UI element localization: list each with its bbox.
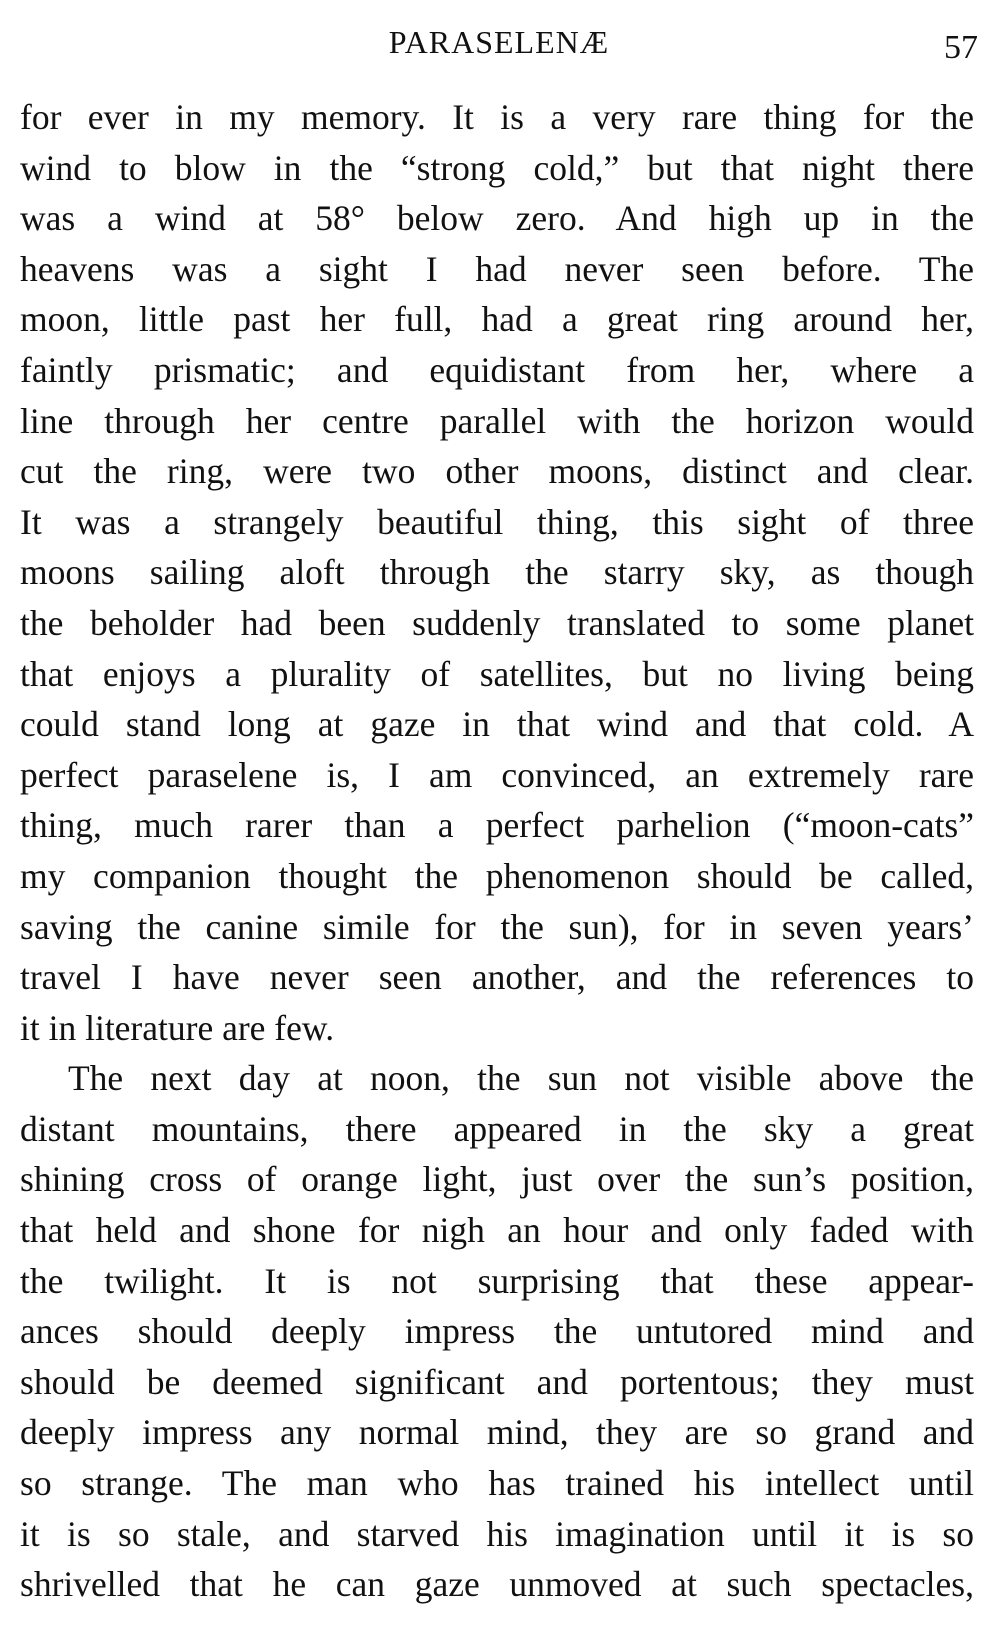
text-line: moon, little past her full, had a great ring around her, [20, 299, 974, 340]
text-line: cut the ring, were two other moons, distinct and clear. [20, 451, 974, 492]
text-line: distant mountains, there appeared in the sky a great [20, 1108, 974, 1149]
text-line: could stand long at gaze in that wind and that cold. A [20, 704, 974, 745]
text-line: wind to blow in the “strong cold,” but that night there [20, 147, 974, 188]
text-line: thing, much rarer than a perfect parhelion (“moon-cats” [20, 805, 974, 846]
text-line: should be deemed significant and portentous; they must [20, 1361, 974, 1402]
text-line: that enjoys a plurality of satellites, but no living being [20, 653, 974, 694]
running-title: PARASELENÆ [388, 24, 610, 60]
text-line: ances should deeply impress the untutored mind and [20, 1311, 974, 1352]
text-line: shining cross of orange light, just over the sun’s position, [20, 1159, 974, 1200]
text-line: It was a strangely beautiful thing, this sight of three [20, 501, 974, 542]
text-line: heavens was a sight I had never seen before. The [20, 248, 974, 289]
text-line: the beholder had been suddenly translated to some planet [20, 602, 974, 643]
text-line: moons sailing aloft through the starry sky, as though [20, 552, 974, 593]
text-line: line through her centre parallel with the horizon would [20, 400, 974, 441]
page-number: 57 [944, 29, 978, 66]
text-line: my companion thought the phenomenon should be called, [20, 855, 974, 896]
text-line: deeply impress any normal mind, they are so grand and [20, 1412, 974, 1453]
text-line: was a wind at 58° below zero. And high up in the [20, 198, 974, 239]
text-line: for ever in my memory. It is a very rare thing for the [20, 97, 974, 137]
paragraph-2 [20, 1053, 974, 1610]
text-line: perfect paraselene is, I am convinced, an extremely rare [20, 754, 974, 795]
text-line: faintly prismatic; and equidistant from her, where a [20, 349, 974, 390]
text-line: travel I have never seen another, and the references to [20, 957, 974, 998]
paragraph-1 [20, 92, 974, 1053]
text-line: saving the canine simile for the sun), for in seven years’ [20, 906, 974, 947]
text-line: it is so stale, and starved his imagination until it is so [20, 1513, 974, 1554]
text-line: it in literature are few. [20, 1007, 335, 1048]
text-line: the twilight. It is not surprising that these appear- [20, 1260, 974, 1301]
text-line: shrivelled that he can gaze unmoved at such spectacles, [20, 1564, 974, 1605]
body-text [20, 92, 974, 1610]
text-line: The next day at noon, the sun not visible above the [68, 1058, 974, 1099]
page-header [20, 22, 978, 78]
text-line: so strange. The man who has trained his intellect until [20, 1463, 974, 1504]
text-line: that held and shone for nigh an hour and only faded with [20, 1210, 974, 1251]
